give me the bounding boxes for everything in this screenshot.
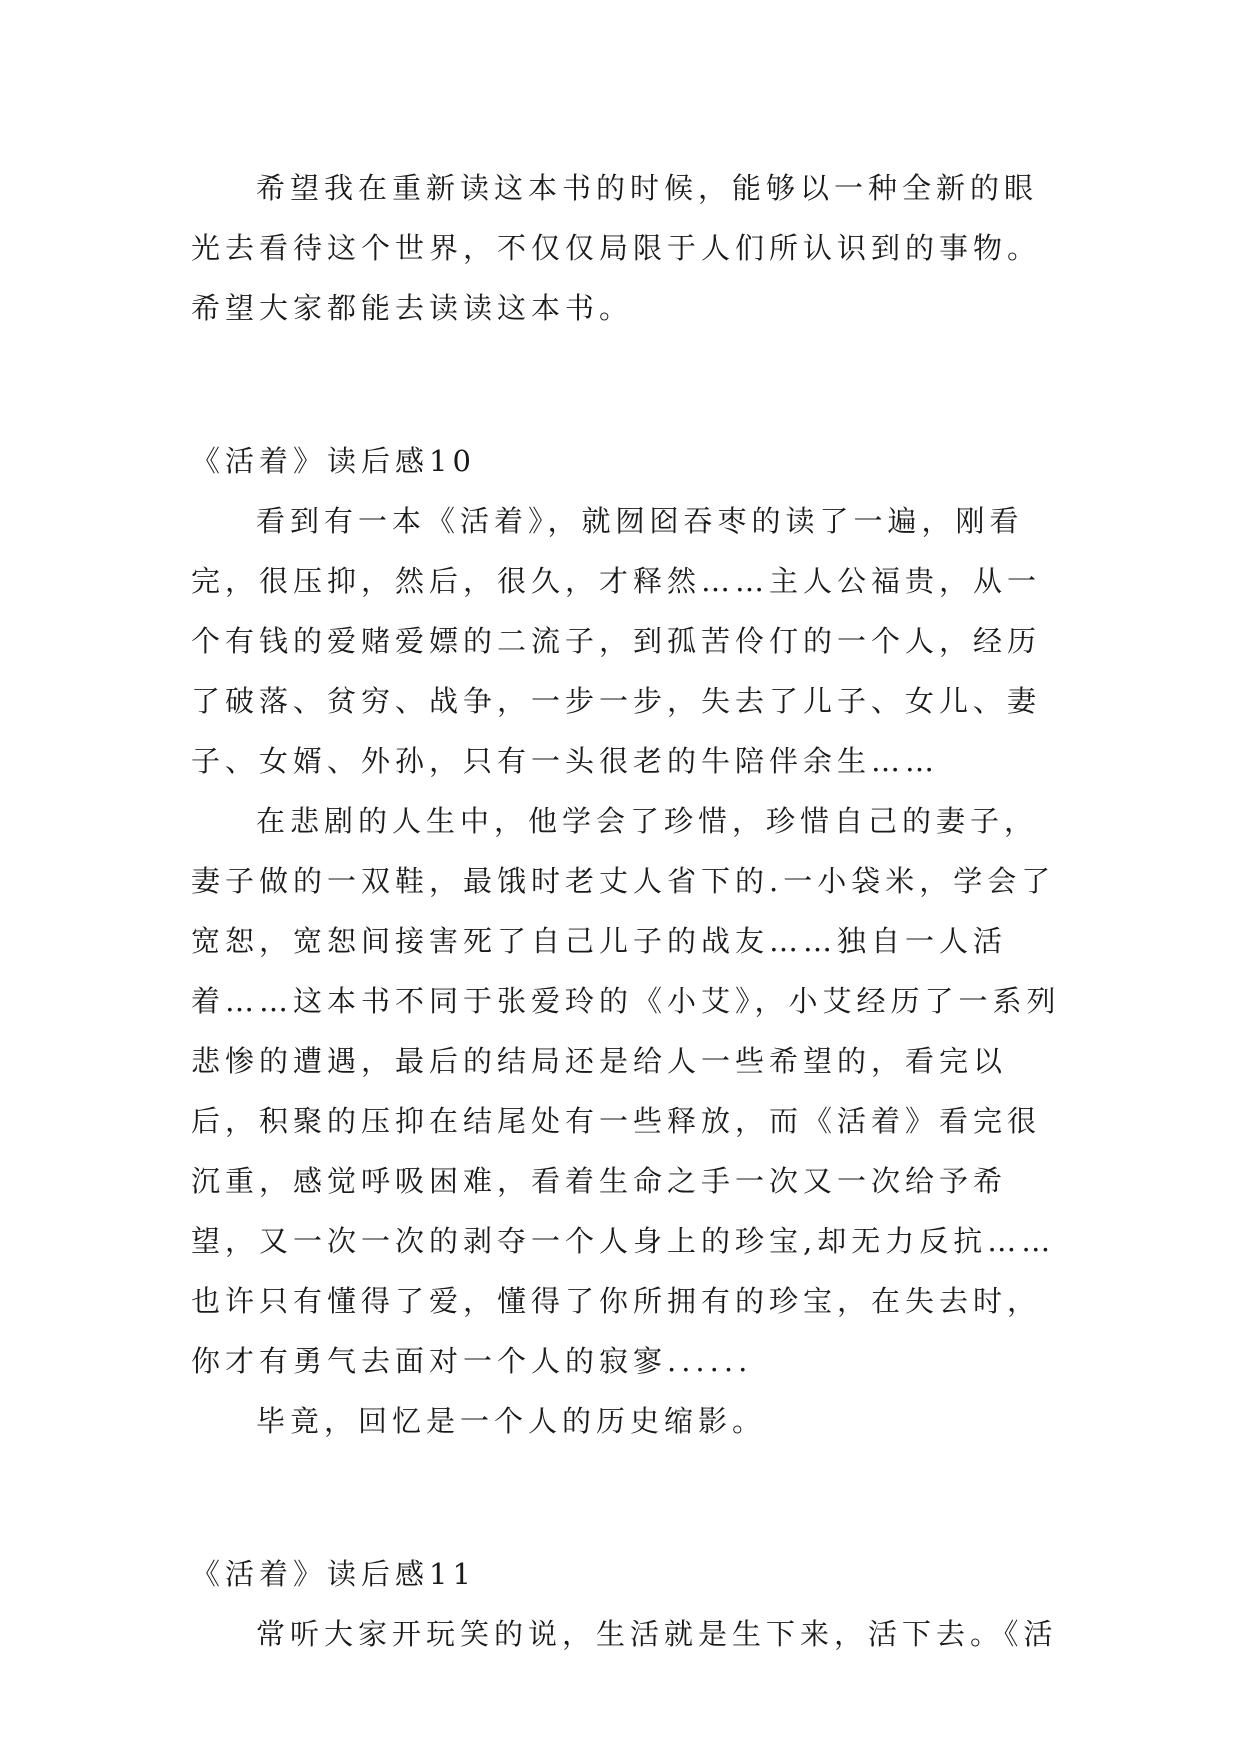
document-body [191,158,1071,1664]
section-11-heading: 《活着》读后感11 [191,1557,476,1591]
section-10-paragraph-2: 在悲剧的人生中，他学会了珍惜，珍惜自己的妻子，妻子做的一双鞋，最饿时老丈人省下的.一小袋米，学会了宽恕，宽恕间接害死了自己儿子的战友……独自一人活着……这本书不同于张爱玲的《小艾》，小艾经历了一系列悲惨的遭遇，最后的结局还是给人一些希望的，看完以后，积聚的压抑在结尾处有一些释放，而《活着》看完很沉重，感觉呼吸困难，看着生命之手一次又一次给予希望，又一次一次的剥夺一个人身上的珍宝,却无力反抗……也许只有懂得了爱，懂得了你所拥有的珍宝，在失去时，你才有勇气去面对一个人的寂寥...... [191,804,1061,1378]
section-10-paragraph-1: 看到有一本《活着》，就囫囵吞枣的读了一遍，刚看完，很压抑，然后，很久，才释然……主人公福贵，从一个有钱的爱赌爱嫖的二流子，到孤苦伶仃的一个人，经历了破落、贫穷、战争，一步一步，失去了儿子、女儿、妻子、女婿、外孙，只有一头很老的牛陪伴余生…… [191,504,1042,778]
section-10-paragraph-3: 毕竟，回忆是一个人的历史缩影。 [256,1404,767,1438]
intro-paragraph: 希望我在重新读这本书的时候，能够以一种全新的眼光去看待这个世界，不仅仅局限于人们所认识到的事物。希望大家都能去读读这本书。 [191,171,1042,325]
section-spacer [191,1451,1071,1544]
section-11-paragraph-1: 常听大家开玩笑的说，生活就是生下来，活下去。《活 [256,1617,1058,1651]
section-spacer [191,338,1071,431]
section-10-heading: 《活着》读后感10 [191,444,476,478]
